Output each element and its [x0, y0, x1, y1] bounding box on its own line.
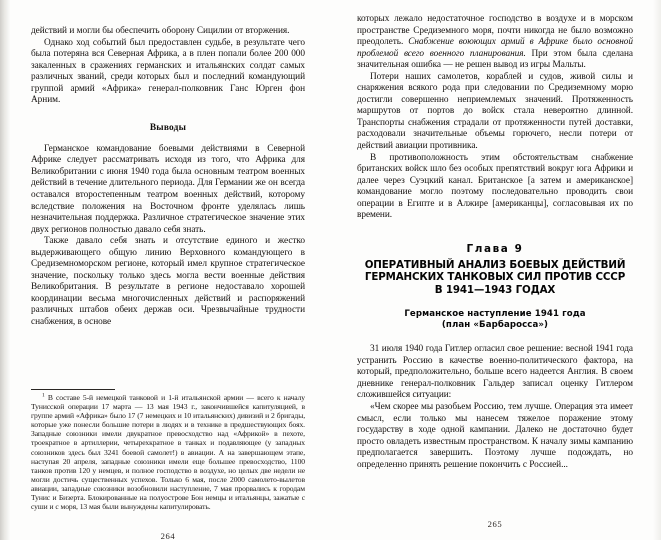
footnote: [31, 389, 305, 511]
paragraph: В противоположность этим обстоятельствам снабжение британских войск шло без особых препятствий вокруг юга Африки и далее через Суэцкий канал. Британское [а затем и американское] командование могло поэтому последовательно проводить свои операции в Египте и в Алжире [американцы], согласовывая их по времени.: [357, 152, 633, 221]
page-number-left: 264: [160, 531, 176, 541]
chapter-number: Глава 9: [466, 242, 524, 255]
chapter-subtitle-line-2: (план «Барбаросса»): [441, 319, 549, 330]
paragraph-continuation: действий и могли бы обеспечить оборону Сицилии от вторжения.: [31, 26, 290, 36]
paragraph: Потери наших самолетов, кораблей и судов, живой силы и снаряжения всякого рода при следовании по Средиземному морю достигли совершенно неприемлемых значений. Протяженность маршрутов от портов до войск стала невероятно длинной. Транспорты снабжения страдали от протяженности путей доставки, расходовали значительные объемы горючего, несли потери от действий авиации противника.: [357, 71, 633, 152]
paragraph: Также давало себя знать и отсутствие единого и жестко выдерживающего общую линию Верховного командующего в Средиземноморском регионе, который имел крупное стратегическое значение, поскольку только здесь могла вести военные действия Великобритания. В результате в регионе недоставало хорошей координации весьма многочисленных действий и распоряжений различных штабов обеих держав оси. Чрезвычайные трудности снабжения, в основе: [31, 236, 305, 328]
chapter-title-line-2: ГЕРМАНСКИХ ТАНКОВЫХ СИЛ ПРОТИВ СССР: [364, 271, 626, 284]
footnote-body: В составе 5-й немецкой танковой и 1-й итальянской армии — всего к началу Тунисской операции 17 марта — 13 мая 1943 г., закончившейся капитуляцией, в группе армий «Африка» было 17 (7 немецких и 10 итальянских) дивизий и 2 бригады, которые уже понесли большие потери в людях и в технике в предшествующих боях. Западные союзники имели двукратное превосходство над «Африкой» в пехоте, троекратное в артиллерии, четырехкратное в танках и подавляющее (у западных союзников здесь был 3241 боевой самолет!) в авиации. А на завершающем этапе, наступая 20 апреля, западные союзники имели еще большее превосходство, 1100 танков против 120 у немцев, и полное господство в воздухе, но целых две недели не могли достичь существенных успехов. Только 6 мая, после 2000 самолето-вылетов авиации, западные союзники возобновили наступление, 7 мая прорвались к городам Тунис и Бизерта. Блокированные на полуострове Бон немцы и итальянцы, зажатые с суши и с моря, 13 мая были вынуждены капитулировать.: [31, 393, 305, 512]
chapter-title-line-3: В 1941—1943 ГОДАХ: [434, 283, 556, 296]
paragraph-continuation: [357, 14, 633, 72]
continuation-emphasis: Снабжение воюющих армий в Африке было основной проблемой всего военного планирования.: [357, 37, 633, 59]
chapter-heading-block: [357, 243, 633, 330]
page-number-right: 265: [487, 519, 503, 529]
footnote-marker: 1: [42, 392, 45, 399]
paragraph: 31 июля 1940 года Гитлер огласил свое решение: весной 1941 года устранить Россию в качестве военно-политического фактора, на который, предположительно, больше всего надеется Англия. В своем дневнике генерал-полковник Гальдер записал оценку Гитлером сложившейся ситуации:: [357, 344, 633, 401]
paragraph: «Чем скорее мы разобьем Россию, тем лучше. Операция эта имеет смысл, если только мы нанесем тяжелое поражение этому государству в ходе одной кампании. Далеко не достаточно будет просто овладеть известным пространством. К началу зимы кампанию предполагается завершить. Поэтому лучше подождать, но определенно принять решение покончить с Россией...: [357, 401, 633, 470]
chapter-subtitle-line-1: Германское наступление 1941 года: [404, 309, 586, 320]
left-page-text-column: [31, 26, 305, 541]
section-heading: Выводы: [149, 122, 187, 133]
chapter-subtitle: [357, 309, 633, 330]
chapter-title-line-1: ОПЕРАТИВНЫЙ АНАЛИЗ БОЕВЫХ ДЕЙСТВИЙ: [364, 258, 626, 271]
footnote-text: [31, 393, 305, 511]
paragraph: Германское командование боевыми действиями в Северной Африке следует рассматривать исходя из того, что Африка для Великобритании с июня 1940 года была основным театром военных действий в течение длительного периода. Для Германии же он всегда оставался второстепенным театром военных действий, которому вследствие положения на Восточном фронте уделялась лишь незначительная поддержка. Различное стратегическое значение этих двух регионов полностью давало себя знать.: [31, 143, 305, 235]
chapter-title: [357, 259, 633, 296]
paragraph: Однако ход событий был предоставлен судьбе, в результате чего была потеряна вся Северная Африка, а в плен попали более 200 000 закаленных в сражениях германских и итальянских солдат самых различных званий, среди которых был и последний командующий группой армий «Африка» генерал-полковник Ганс Юрген фон Арним.: [31, 37, 305, 106]
continuation-part-1: которых лежало недостаточное господство в воздухе и в морском пространстве Средиземного моря, почти никогда не было возможно преодолеть.: [357, 14, 633, 48]
right-page-text-column: [357, 14, 633, 529]
footnote-separator-rule: [31, 389, 115, 390]
right-page: [331, 0, 661, 540]
continuation-part-2: При этом была сделана значительная ошибка — не решен вывод из игры Мальты.: [357, 48, 633, 71]
left-page: [0, 0, 331, 540]
